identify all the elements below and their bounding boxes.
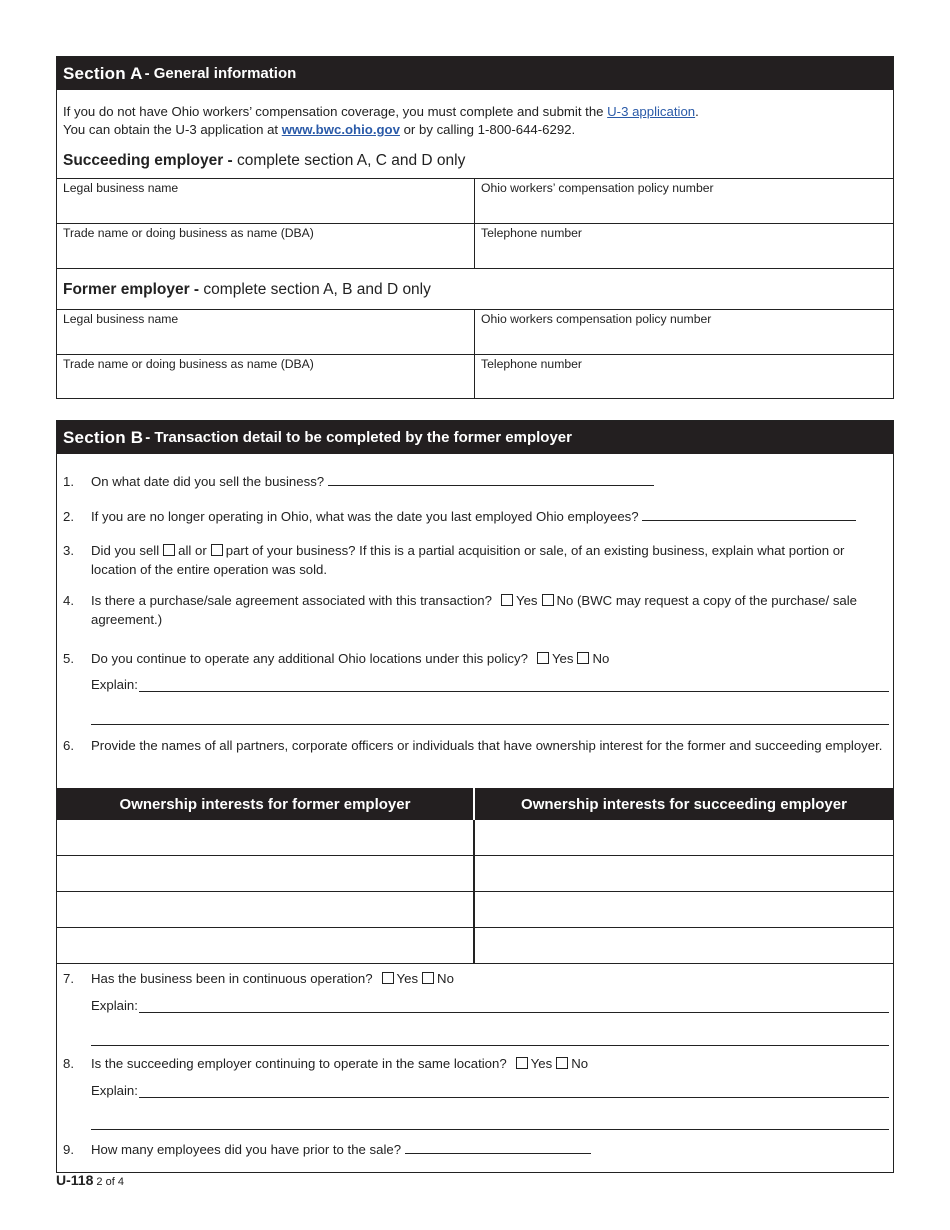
former-policy-number-label: Ohio workers compensation policy number	[481, 312, 712, 326]
section-a-subtitle: - General information	[144, 65, 297, 82]
same-location-yes-checkbox[interactable]	[516, 1057, 528, 1069]
intro-line2-text: You can obtain the U-3 application at	[63, 122, 282, 137]
question-8	[63, 1055, 889, 1074]
section-a	[56, 56, 894, 399]
continuous-operation-no-checkbox[interactable]	[422, 972, 434, 984]
former-ownership-cell[interactable]	[57, 820, 475, 855]
question-7-text: Has the business been in continuous operation?	[91, 971, 373, 986]
succeeding-dba-label: Trade name or doing business as name (DBA)	[63, 226, 314, 240]
succeeding-ownership-cell[interactable]	[475, 820, 893, 855]
succeeding-ownership-cell[interactable]	[475, 856, 893, 891]
succeeding-policy-number-label: Ohio workers’ compensation policy number	[481, 181, 714, 195]
question-number: 7.	[63, 971, 74, 986]
former-ownership-cell[interactable]	[57, 928, 475, 963]
question-number: 2.	[63, 509, 74, 524]
question-1-text: On what date did you sell the business?	[91, 474, 325, 489]
employee-count-input[interactable]	[405, 1141, 591, 1154]
yes-label: Yes	[530, 1056, 553, 1071]
page-footer	[56, 1172, 124, 1188]
question-number: 1.	[63, 474, 74, 489]
question-2	[63, 508, 889, 527]
table-row	[57, 820, 893, 856]
explain-input-line-2[interactable]	[91, 1129, 889, 1130]
former-legal-name-label: Legal business name	[63, 312, 179, 326]
explain-label: Explain:	[91, 998, 138, 1013]
no-label: No	[571, 1056, 589, 1071]
former-dba-field[interactable]	[57, 355, 475, 399]
question-number: 8.	[63, 1056, 74, 1071]
succeeding-legal-name-field[interactable]	[57, 179, 475, 223]
succeeding-telephone-field[interactable]	[475, 224, 893, 268]
table-row	[57, 928, 893, 964]
former-employer-instructions: complete section A, B and D only	[199, 281, 431, 298]
explain-input-line-2[interactable]	[91, 724, 889, 725]
ownership-table	[57, 788, 893, 964]
question-2-text: If you are no longer operating in Ohio, what was the date you last employed Ohio employees?	[91, 509, 639, 524]
question-5-explain	[91, 677, 889, 692]
former-legal-name-field[interactable]	[57, 310, 475, 354]
yes-label: Yes	[515, 593, 538, 608]
explain-input-line[interactable]	[139, 678, 889, 692]
explain-label: Explain:	[91, 677, 138, 692]
no-label: No	[556, 593, 574, 608]
succeeding-legal-name-label: Legal business name	[63, 181, 179, 195]
question-number: 4.	[63, 593, 74, 608]
sold-all-label: all or	[178, 543, 207, 558]
question-3	[63, 542, 889, 579]
form-code: U-118	[56, 1172, 94, 1188]
table-row	[57, 856, 893, 892]
section-b-header	[57, 421, 893, 454]
former-row-1	[57, 309, 893, 354]
section-a-intro	[63, 103, 699, 139]
question-4	[63, 592, 889, 629]
explain-input-line[interactable]	[139, 999, 889, 1013]
question-5-text: Do you continue to operate any additional Ohio locations under this policy?	[91, 651, 528, 666]
former-policy-number-field[interactable]	[475, 310, 893, 354]
same-location-no-checkbox[interactable]	[556, 1057, 568, 1069]
succeeding-ownership-cell[interactable]	[475, 928, 893, 963]
succeeding-ownership-column-header: Ownership interests for succeeding employer	[521, 795, 847, 813]
agreement-no-checkbox[interactable]	[542, 594, 554, 606]
section-a-title: Section A	[63, 63, 143, 83]
question-6-text: Provide the names of all partners, corporate officers or individuals that have ownership interest for the former and succeeding employer.	[91, 738, 883, 753]
yes-label: Yes	[551, 651, 574, 666]
question-7	[63, 970, 889, 989]
former-employer-label: Former employer -	[63, 281, 200, 298]
question-number: 9.	[63, 1142, 74, 1157]
question-6	[63, 737, 889, 756]
u3-application-link[interactable]: U-3 application	[607, 104, 696, 119]
intro-line1-end: .	[695, 104, 699, 119]
agreement-yes-checkbox[interactable]	[501, 594, 513, 606]
page-number: 2 of 4	[96, 1176, 124, 1188]
former-ownership-cell[interactable]	[57, 892, 475, 927]
succeeding-telephone-label: Telephone number	[481, 226, 582, 240]
question-9-text: How many employees did you have prior to the sale?	[91, 1142, 402, 1157]
former-telephone-field[interactable]	[475, 355, 893, 399]
intro-line2-end: or by calling 1-800-644-6292.	[399, 122, 576, 137]
succeeding-row-1	[57, 178, 893, 223]
sold-part-label: part of your business? If this is a partial acquisition or sale, of an existing business, explain what portion or location of the entire operation was sold.	[91, 543, 845, 577]
former-ownership-cell[interactable]	[57, 856, 475, 891]
former-telephone-label: Telephone number	[481, 357, 582, 371]
former-row-2	[57, 354, 893, 399]
question-number: 3.	[63, 543, 74, 558]
last-employed-date-input[interactable]	[642, 508, 856, 521]
explain-input-line-2[interactable]	[91, 1045, 889, 1046]
question-4-text: Is there a purchase/sale agreement associated with this transaction?	[91, 593, 492, 608]
intro-line1-text: If you do not have Ohio workers’ compensation coverage, you must complete and submit the	[63, 104, 608, 119]
continuous-operation-yes-checkbox[interactable]	[382, 972, 394, 984]
question-7-explain	[91, 998, 889, 1013]
former-ownership-column-header: Ownership interests for former employer	[57, 788, 475, 820]
section-b	[56, 420, 894, 1173]
question-8-explain	[91, 1083, 889, 1098]
question-5	[63, 650, 889, 669]
question-4-note: (BWC may request a copy of the purchase/ sale agreement.)	[91, 593, 858, 627]
former-dba-label: Trade name or doing business as name (DBA)	[63, 357, 314, 371]
no-label: No	[437, 971, 454, 986]
additional-locations-yes-checkbox[interactable]	[537, 652, 549, 664]
table-row	[57, 892, 893, 928]
section-a-header	[57, 57, 893, 90]
bwc-website-link[interactable]: www.bwc.ohio.gov	[281, 122, 400, 137]
explain-input-line[interactable]	[139, 1084, 889, 1098]
question-8-text: Is the succeeding employer continuing to operate in the same location?	[91, 1056, 507, 1071]
succeeding-dba-field[interactable]	[57, 224, 475, 268]
question-number: 5.	[63, 651, 74, 666]
succeeding-employer-heading	[63, 152, 465, 170]
sale-date-input[interactable]	[328, 473, 654, 486]
explain-label: Explain:	[91, 1083, 138, 1098]
succeeding-employer-label: Succeeding employer -	[63, 152, 233, 169]
divider	[57, 268, 893, 269]
yes-label: Yes	[396, 971, 419, 986]
succeeding-policy-number-field[interactable]	[475, 179, 893, 223]
section-b-subtitle: - Transaction detail to be completed by the former employer	[145, 429, 572, 446]
sold-all-checkbox[interactable]	[163, 544, 175, 556]
sold-part-checkbox[interactable]	[211, 544, 223, 556]
question-1	[63, 473, 889, 492]
succeeding-row-2	[57, 223, 893, 268]
additional-locations-no-checkbox[interactable]	[577, 652, 589, 664]
ownership-table-header	[57, 788, 893, 820]
succeeding-employer-instructions: complete section A, C and D only	[232, 152, 466, 169]
question-number: 6.	[63, 738, 74, 753]
no-label: No	[592, 651, 610, 666]
succeeding-ownership-cell[interactable]	[475, 892, 893, 927]
section-b-title: Section B	[63, 427, 144, 447]
former-employer-heading	[63, 281, 431, 299]
question-9	[63, 1141, 889, 1160]
question-3-text: Did you sell	[91, 543, 160, 558]
